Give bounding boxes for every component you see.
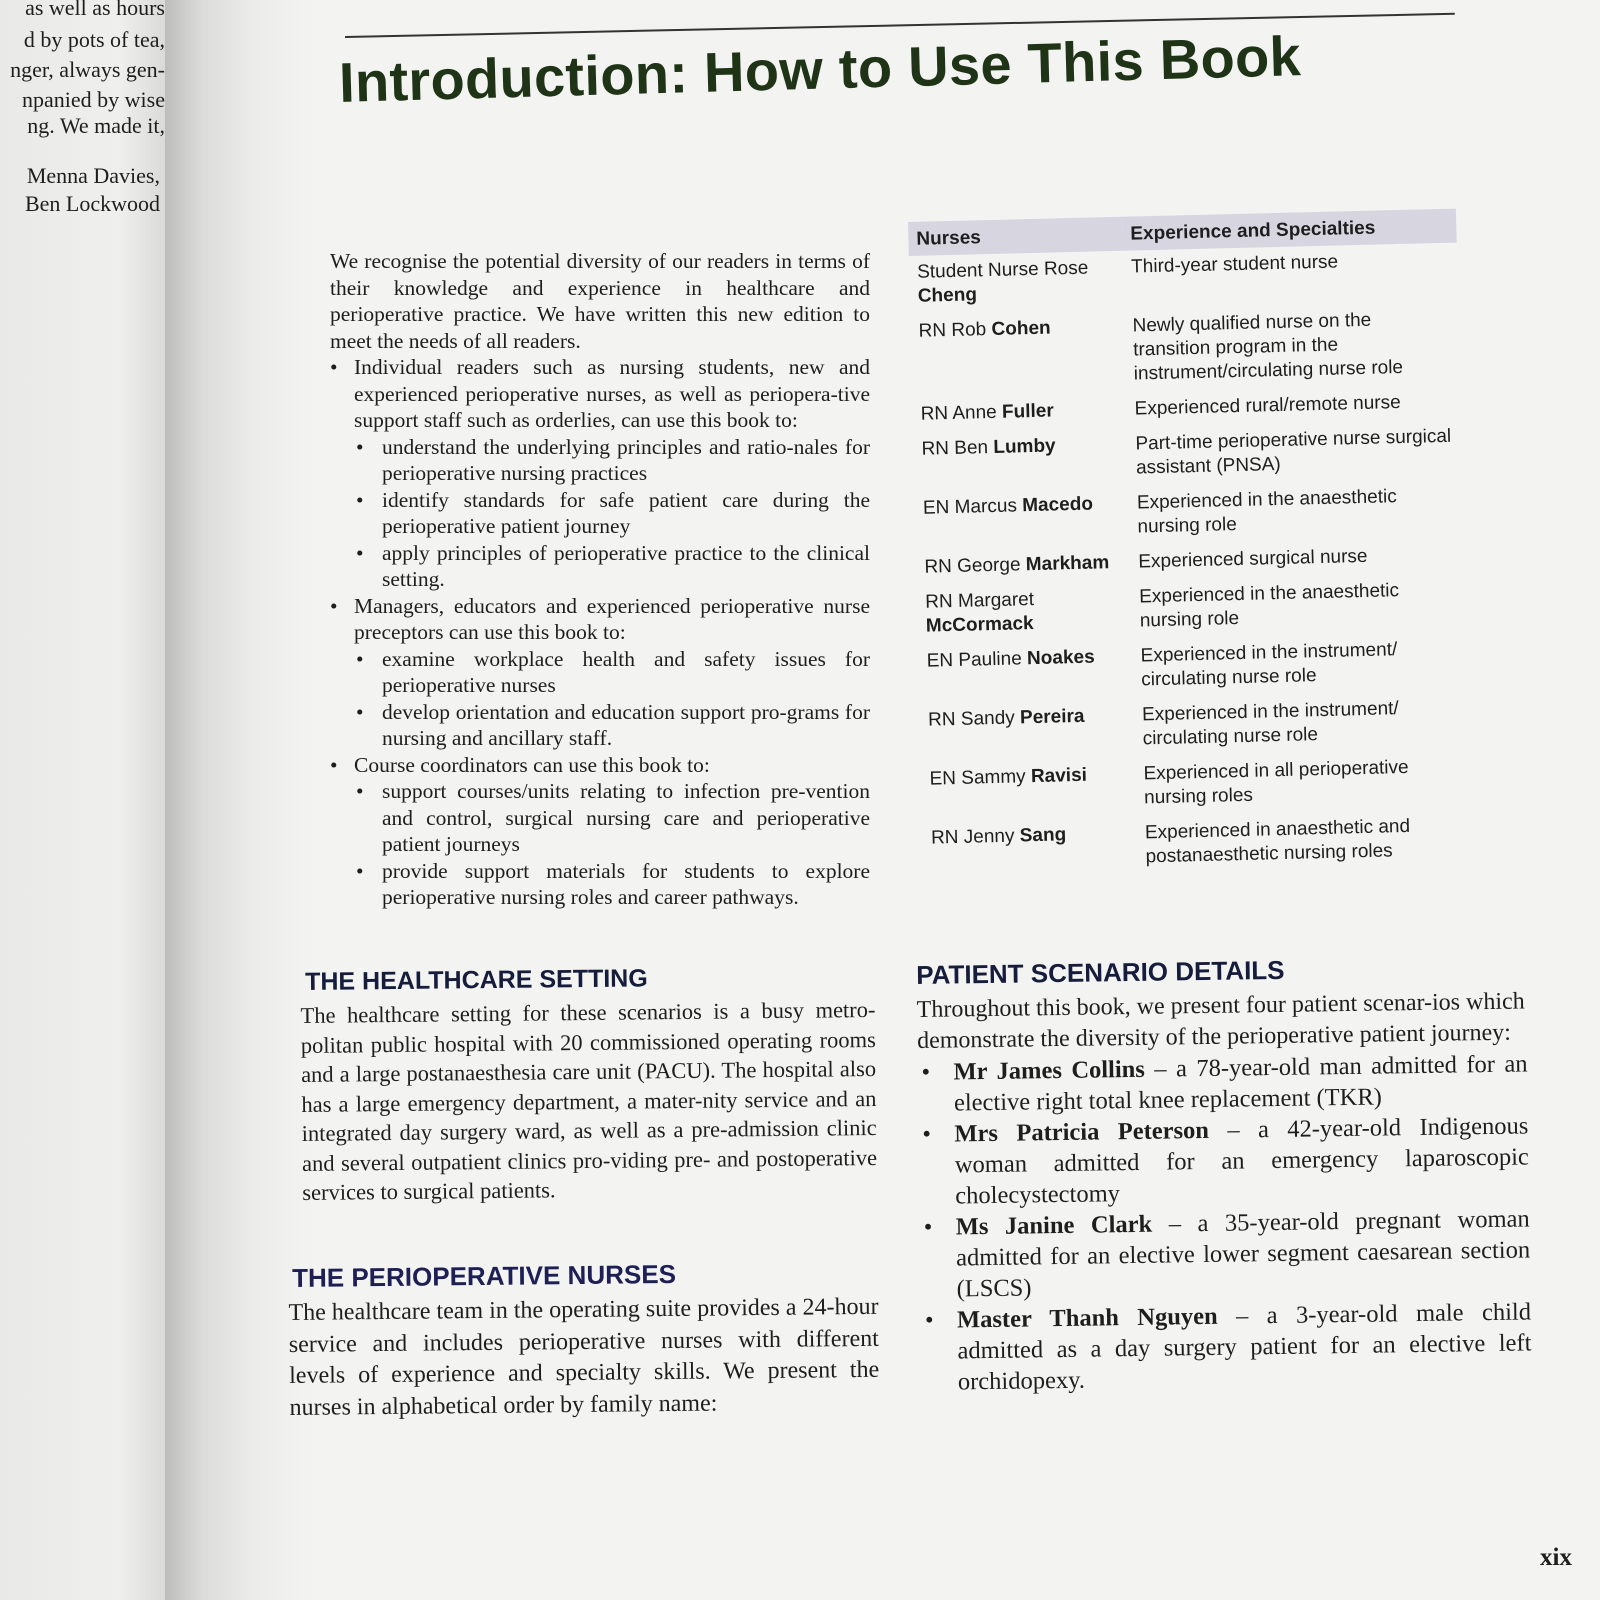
nurse-name-cell	[915, 487, 1130, 551]
nurse-prefix: RN Margaret	[925, 589, 1035, 613]
nurse-surname: Ravisi	[1030, 764, 1088, 788]
list-item	[917, 1048, 1528, 1119]
nurse-prefix: EN Marcus	[922, 495, 1018, 519]
nurse-prefix: EN Sammy	[929, 766, 1026, 790]
patient-name: Mr James Collins	[953, 1055, 1146, 1086]
nurse-experience-cell: Part-time perioperative nurse surgical assistant (PNSA)	[1135, 425, 1452, 479]
reader-group-text: • Individual readers such as nursing students, new and experienced perioperative nurses, as well as periopera-tive support staff such as orderlies, can use this book to:	[354, 355, 870, 432]
nurse-prefix: RN Rob	[918, 319, 987, 342]
section-intro: Throughout this book, we present four patient scenar-ios which demonstrate the diversity of the perioperative patient journey:	[916, 988, 1525, 1054]
list-item	[354, 540, 870, 593]
nurse-experience-cell: Experienced surgical nurse	[1138, 545, 1368, 573]
list-item-text: • support courses/units relating to infection pre-vention and control, surgical nursing care and perioperative patient journeys	[382, 779, 870, 856]
left-page-line: npanied by wise	[22, 87, 165, 112]
nurse-surname: Lumby	[993, 435, 1056, 458]
nurse-name-cell	[918, 640, 1133, 704]
left-page-fragment	[0, 0, 170, 1600]
nurse-experience-cell: Experienced rural/remote nurse	[1134, 392, 1401, 420]
nurse-name-cell	[910, 310, 1126, 398]
nurse-prefix: RN Ben	[921, 437, 989, 460]
list-item-text: • examine workplace health and safety issues for perioperative nurses	[382, 646, 870, 697]
nurses-table-wrapper	[908, 209, 1472, 881]
healthcare-setting-section	[300, 962, 877, 1208]
section-heading: THE HEALTHCARE SETTING	[304, 964, 648, 996]
nurse-experience-cell: Experienced in the anaesthetic nursing role	[1138, 580, 1400, 632]
nurse-experience-cell: Third-year student nurse	[1130, 251, 1339, 278]
nurses-table	[908, 209, 1472, 881]
nurse-name-cell	[916, 546, 1131, 586]
nurse-experience-cell: Experienced in the instrument/ circulating nurse role	[1140, 639, 1398, 691]
intro-section	[330, 248, 870, 911]
nurse-surname: Pereira	[1019, 705, 1085, 729]
column-header-experience: Experience and Specialties	[1122, 209, 1457, 251]
reader-group	[330, 593, 870, 752]
reader-group-text: • Course coordinators can use this book to:	[354, 752, 710, 777]
nurse-name-cell	[923, 817, 1138, 881]
reader-group-uses	[354, 646, 870, 752]
section-body: The healthcare team in the operating suite provides a 24-hour service and includes perioperative nurses with different levels of experience and specialty skills. We present the nurses in alphabetical order by family name:	[288, 1293, 880, 1421]
perioperative-nurses-section	[288, 1257, 880, 1424]
nurse-surname: Cheng	[917, 284, 978, 307]
patient-name: Master Thanh Nguyen	[956, 1302, 1218, 1334]
patient-detail: – a 78-year-old man admitted for an elective right total knee replacement (TKR)	[953, 1050, 1528, 1117]
nurse-name-cell	[913, 428, 1128, 492]
intro-paragraph: We recognise the potential diversity of our readers in terms of their knowledge and experience in healthcare and perioperative practice. We have written this new edition to meet the needs of all readers.	[330, 249, 870, 353]
nurse-surname: Fuller	[1001, 400, 1054, 423]
nurse-experience-cell: Newly qualified nurse on the transition program in the instrument/circulating nurse role	[1132, 309, 1404, 385]
nurse-name-cell	[909, 251, 1124, 315]
nurse-name-cell	[921, 758, 1136, 822]
list-item	[354, 434, 870, 487]
right-page	[288, 0, 1600, 1600]
list-item	[354, 646, 870, 699]
section-body: The healthcare setting for these scenarios is a busy metro-politan public hospital with 20 commissioned operating rooms and a large postanaesthesia care unit (PACU). The hospital also has a large emergency department, a mater-nity service and an integrated day surgery ward, as well as a pre-admission clinic and several outpatient clinics pro-viding pre- and postoperative services to surgical patients.	[300, 996, 878, 1205]
left-page-line: d by pots of tea,	[23, 27, 165, 52]
nurse-surname: Noakes	[1026, 646, 1095, 670]
nurse-prefix: EN Pauline	[926, 648, 1023, 672]
left-page-line: as well as hours	[25, 0, 165, 20]
nurse-prefix: Student Nurse Rose	[916, 257, 1089, 283]
list-item-text: • understand the underlying principles and ratio-nales for perioperative nursing practices	[382, 434, 870, 485]
left-page-signature: Ben Lockwood	[24, 191, 160, 216]
reader-group-uses	[354, 778, 870, 911]
list-item	[918, 1110, 1529, 1212]
reader-group	[330, 752, 870, 911]
list-item	[354, 778, 870, 858]
page-number: xix	[1540, 1544, 1572, 1571]
nurse-prefix: RN Anne	[920, 401, 997, 425]
left-page-line: ng. We made it,	[27, 113, 165, 138]
nurse-name-cell	[920, 699, 1135, 763]
nurse-experience-cell: Experienced in all perioperative nursing roles	[1143, 756, 1409, 809]
nurse-prefix: RN George	[924, 554, 1021, 578]
nurse-experience-cell: Experienced in the instrument/ circulating nurse role	[1141, 698, 1399, 750]
reader-groups-list	[330, 354, 870, 911]
column-header-nurses: Nurses	[908, 217, 1123, 256]
left-page-line: nger, always gen-	[10, 57, 165, 82]
patient-detail: – a 3-year-old male child admitted as a day surgery patient for an elective left orchidopexy.	[957, 1298, 1532, 1396]
nurse-name-cell	[912, 393, 1127, 433]
patient-name: Mrs Patricia Peterson	[954, 1116, 1210, 1148]
nurse-prefix: RN Jenny	[930, 825, 1015, 849]
patient-detail: – a 35-year-old pregnant woman admitted for an elective lower segment caesarean section (LSCS)	[955, 1205, 1531, 1303]
section-heading: THE PERIOPERATIVE NURSES	[291, 1258, 677, 1293]
nurse-surname: Macedo	[1021, 493, 1094, 517]
list-item	[354, 699, 870, 752]
list-item	[354, 858, 870, 911]
page-title: Introduction: How to Use This Book	[338, 24, 1302, 115]
nurse-experience-cell: Experienced in anaesthetic and postanaesthetic nursing roles	[1144, 815, 1411, 868]
list-item-text: • apply principles of perioperative practice to the clinical setting.	[382, 540, 870, 591]
section-heading: PATIENT SCENARIO DETAILS	[916, 954, 1285, 990]
reader-group-uses	[354, 434, 870, 593]
table-row	[923, 808, 1472, 880]
nurse-surname: Markham	[1025, 552, 1110, 576]
list-item-text: • provide support materials for students to explore perioperative nursing roles and career pathways.	[382, 858, 870, 909]
nurse-experience-cell: Experienced in the anaesthetic nursing role	[1136, 486, 1397, 538]
patient-detail: – a 42-year-old Indigenous woman admitted for an emergency laparoscopic cholecystectomy	[954, 1112, 1529, 1210]
list-item-text: • develop orientation and education support pro-grams for nursing and ancillary staff.	[382, 699, 870, 750]
left-page-signature: Menna Davies,	[26, 163, 160, 188]
reader-group	[330, 354, 870, 593]
nurse-prefix: RN Sandy	[927, 707, 1016, 731]
list-item	[921, 1296, 1532, 1398]
table-row	[910, 302, 1460, 398]
patient-scenario-section	[916, 951, 1532, 1397]
reader-group-text: • Managers, educators and experienced perioperative nurse preceptors can use this book to:	[354, 593, 870, 644]
list-item	[354, 487, 870, 540]
nurse-surname: McCormack	[925, 613, 1034, 637]
list-item-text: • identify standards for safe patient care during the perioperative patient journey	[382, 487, 870, 538]
patient-list	[917, 1048, 1532, 1397]
nurse-surname: Sang	[1019, 824, 1067, 847]
list-item	[920, 1203, 1531, 1305]
patient-name: Ms Janine Clark	[955, 1210, 1153, 1241]
nurse-name-cell	[917, 581, 1132, 645]
nurse-surname: Cohen	[991, 317, 1051, 340]
